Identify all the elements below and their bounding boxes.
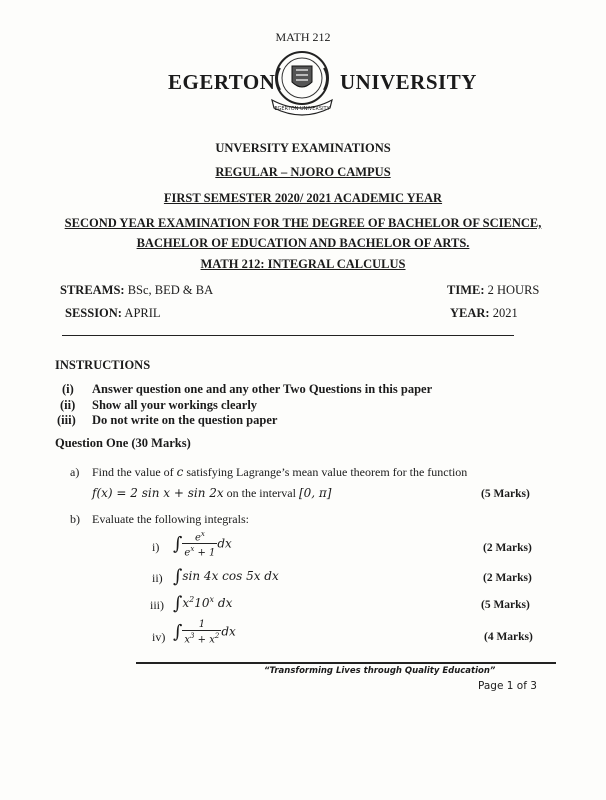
question-a-text-before: Find the value of: [92, 465, 174, 479]
integral-i-expression: ∫ $\frac{e^x}{e^x + 1}$ dx: [173, 530, 232, 559]
integral-iv-number: iv): [152, 630, 166, 644]
semester-title: FIRST SEMESTER 2020/ 2021 ACADEMIC YEAR: [163, 191, 443, 205]
university-name-right: UNIVERSITY: [340, 70, 477, 94]
integral-iii-expression: $\int x^210^x$ dx: [173, 593, 233, 614]
integral-iv-expression: ∫ $\frac{1}{x^3 + x^2}$ dx: [173, 619, 236, 646]
degree-line-1: SECOND YEAR EXAMINATION FOR THE DEGREE OF BACHELOR OF SCIENCE,: [64, 216, 542, 230]
year-label: YEAR:: [450, 306, 490, 320]
course-code: MATH 212: [275, 30, 331, 44]
integral-iv-marks: (4 Marks): [484, 631, 533, 643]
integral-ii-number: ii): [152, 571, 163, 585]
question-a-interval-text: on the interval: [226, 486, 296, 500]
question-b-label: b): [70, 512, 80, 526]
meta-divider: [62, 335, 514, 336]
streams-label: STREAMS:: [60, 283, 125, 297]
seal-motto: EGERTON UNIVERSITY: [274, 106, 330, 112]
question-a-variable: c: [176, 465, 184, 479]
university-name-left: EGERTON: [168, 70, 276, 94]
question-one-heading: Question One (30 Marks): [55, 436, 191, 450]
time-value: 2 HOURS: [487, 283, 540, 297]
instruction-text: Answer question one and any other Two Questions in this paper: [92, 382, 433, 396]
degree-line-2: BACHELOR OF EDUCATION AND BACHELOR OF ARTS.: [136, 236, 470, 250]
integral-ii-expression: ∫sin 4x cos 5x dx: [173, 566, 279, 587]
question-a-text: [92, 465, 467, 480]
exams-title: UNVERSITY EXAMINATIONS: [215, 141, 391, 155]
university-seal-logo: [266, 48, 338, 118]
instruction-number: (i): [62, 382, 74, 396]
footer-divider: [136, 662, 556, 664]
integral-iii-marks: (5 Marks): [481, 599, 530, 611]
question-a-function: f(x) = 2 sin x + sin 2x: [92, 486, 224, 500]
streams: [60, 283, 213, 298]
instruction-text: Do not write on the question paper: [92, 413, 278, 427]
instruction-text: Show all your workings clearly: [92, 398, 258, 412]
instruction-number: (iii): [57, 413, 76, 427]
integral-i-marks: (2 Marks): [483, 542, 532, 554]
question-a-label: a): [70, 465, 80, 479]
course-title: MATH 212: INTEGRAL CALCULUS: [200, 257, 406, 271]
instruction-number: (ii): [60, 398, 76, 412]
question-a-interval: [0, π]: [298, 486, 332, 500]
session-label: SESSION:: [65, 306, 122, 320]
page-number: Page 1 of 3: [478, 680, 537, 692]
year: [450, 306, 518, 321]
footer-quote: “Transforming Lives through Quality Education”: [264, 666, 496, 676]
session: [65, 306, 161, 321]
question-b-text: Evaluate the following integrals:: [92, 512, 249, 526]
question-a-marks: (5 Marks): [481, 488, 530, 500]
session-value: APRIL: [124, 306, 161, 320]
integral-ii-expr: sin 4x cos 5x dx: [182, 569, 279, 583]
streams-value: BSc, BED & BA: [127, 283, 214, 297]
time-label: TIME:: [447, 283, 485, 297]
campus-title: REGULAR – NJORO CAMPUS: [215, 165, 391, 179]
instructions-heading: INSTRUCTIONS: [55, 358, 151, 372]
question-a-text-after: satisfying Lagrange’s mean value theorem for the function: [186, 465, 468, 479]
integral-i-number: i): [152, 540, 160, 554]
integral-iii-number: iii): [150, 598, 164, 612]
integral-iii-dx: dx: [217, 596, 233, 610]
question-a-function-line: [92, 486, 331, 501]
integral-ii-marks: (2 Marks): [483, 572, 532, 584]
time: [447, 283, 539, 298]
year-value: 2021: [492, 306, 518, 320]
